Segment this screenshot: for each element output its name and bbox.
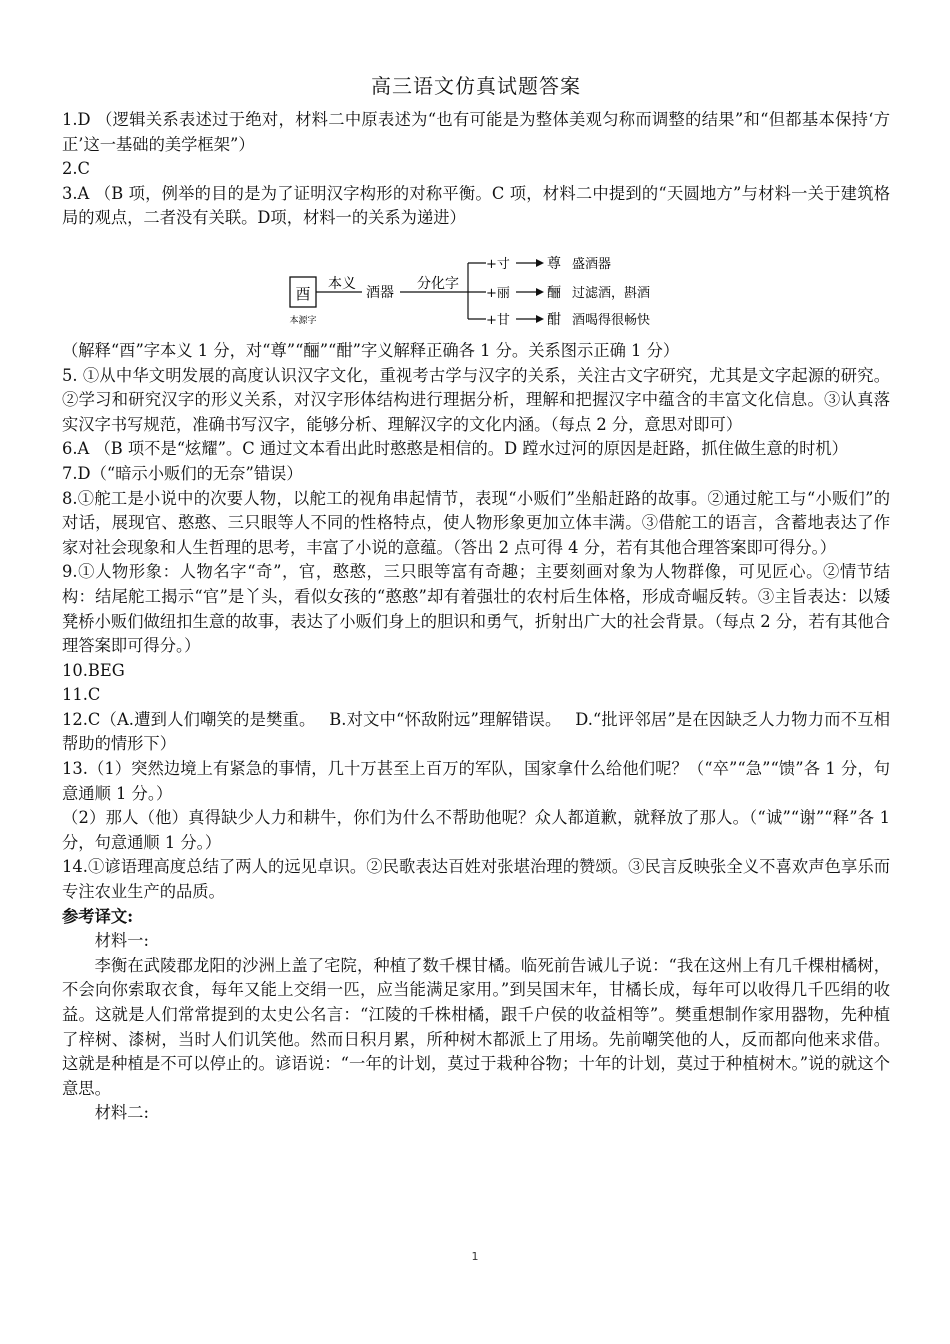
answer-9: 9.①人物形象：人物名字“奇”，官，憨憨，三只眼等富有奇趣；主要刻画对象为人物群像，可见匠心。②情节结构：结尾舵工揭示“官”是丫头，看似女孩的“憨憨”却有着强壮的农村后生体格，形成奇崛反转。③主旨表达：以矮凳桥小贩们做纽扣生意的故事，表达了小贩们身上的胆识和勇气，折射出广大的社会背景。（每点 2 分，若有其他合理答案即可得分。） xyxy=(62,562,890,656)
answer-1: 1.D （逻辑关系表述过于绝对，材料二中原表述为“也有可能是为整体美观匀称而调整的结果”和“但都基本保持‘方正’这一基础的美学框架”） xyxy=(62,110,890,154)
branch-meaning-1: 盛酒器 xyxy=(572,256,612,272)
branch-add-2: +丽 xyxy=(486,285,510,301)
answer-3: 3.A （B 项，例举的目的是为了证明汉字构形的对称平衡。C 项，材料二中提到的“天圆地方”与材料一关于建筑格局的观点，二者没有关联。D项，材料一的关系为递进） xyxy=(62,183,890,228)
answer-13-1: 13.（1）突然边境上有紧急的事情，几十万甚至上百万的军队，国家拿什么给他们呢？（“卒”“急”“馈”各 1 分，句意通顺 1 分。） xyxy=(62,759,890,803)
branch-result-2: 酾 xyxy=(547,284,561,301)
branch-result-3: 酣 xyxy=(547,311,561,328)
answer-2: 2.C xyxy=(62,159,90,179)
branch-label: 分化字 xyxy=(417,275,459,292)
branch-result-1: 尊 xyxy=(547,255,561,272)
branch-add-1: +寸 xyxy=(486,256,510,272)
answer-content xyxy=(62,108,890,1126)
answer-7: 7.D（“暗示小贩们的无奈”错误） xyxy=(62,463,303,483)
page-number: 1 xyxy=(471,1250,479,1263)
link-label: 本义 xyxy=(328,275,356,292)
arrow-head-3 xyxy=(536,315,544,323)
material-2-label: 材料二: xyxy=(94,1103,149,1123)
material-1-text: 李衡在武陵郡龙阳的沙洲上盖了宅院，种植了数千棵甘橘。临死前告诫儿子说：“我在这州上有几千棵柑橘树，不会向你索取衣食，每年又能上交绢一匹，应当能满足家用。”到吴国末年，甘橘长成，每年可以收得几千匹绢的收益。这就是人们常常提到的太史公名言：“江陵的千株柑橘，跟千户侯的收益相等”。樊重想制作家用器物，先种植了梓树、漆树，当时人们讥笑他。然而日积月累，所种树木都派上了用场。先前嘲笑他的人，反而都向他来求借。这就是种植是不可以停止的。谚语说：“一年的计划，莫过于栽种谷物；十年的计划，莫过于种植树木。”说的就这个意思。 xyxy=(62,955,890,1098)
root-char: 酉 xyxy=(295,284,311,303)
branch-meaning-2: 过滤酒，斟酒 xyxy=(572,285,651,301)
translation-heading: 参考译文: xyxy=(62,906,134,926)
answer-6: 6.A （B 项不是“炫耀”。C 通过文本看出此时憨憨是相信的。D 蹚水过河的原因是赶路，抓住做生意的时机） xyxy=(62,439,848,459)
branch-add-3: +甘 xyxy=(486,312,510,328)
material-1-label: 材料一: xyxy=(94,931,149,951)
diagram-svg xyxy=(62,231,890,339)
answer-5: 5. ①从中华文明发展的高度认识汉字文化，重视考古学与汉字的关系，关注古文字研究，尤其是文字起源的研究。②学习和研究汉字的形义关系，对汉字形体结构进行理据分析，理解和把握汉字中蕴含的丰富文化信息。③认真落实汉字书写规范，准确书写汉字，能够分析、理解汉字的文化内涵。（每点 2 分，意思对即可） xyxy=(62,365,890,434)
answer-14: 14.①谚语理高度总结了两人的远见卓识。②民歌表达百姓对张堪治理的赞颂。③民言反映张全义不喜欢声色享乐而专注农业生产的品质。 xyxy=(62,857,890,902)
branch-meaning-3: 酒喝得很畅快 xyxy=(572,312,651,328)
answer-13-2: （2）那人（他）真得缺少人力和耕牛，你们为什么不帮助他呢？众人都道歉，就释放了那人。（“诚”“谢”“释”各 1 分，句意通顺 1 分。） xyxy=(62,808,890,852)
arrow-head-2 xyxy=(536,288,544,296)
arrow-head-1 xyxy=(536,259,544,267)
character-relation-diagram xyxy=(62,231,890,339)
page-title: 高三语文仿真试题答案 xyxy=(371,74,581,98)
root-caption: 本源字 xyxy=(289,315,317,326)
answer-12: 12.C（A.遭到人们嘲笑的是樊重。 B.对文中“怀敌附远”理解错误。 D.“批评邻居”是在因缺乏人力物力而不互相帮助的情形下） xyxy=(62,709,890,754)
answer-10: 10.BEG xyxy=(62,660,125,680)
answer-11: 11.C xyxy=(62,685,101,705)
answer-4-scoring: （解释“酉”字本义 1 分，对“尊”“酾”“酣”字义解释正确各 1 分。关系图示正确 1 分） xyxy=(62,340,680,360)
answer-8: 8.①舵工是小说中的次要人物，以舵工的视角串起情节，表现“小贩们”坐船赶路的故事。②通过舵工与“小贩们”的对话，展现官、憨憨、三只眼等人不同的性格特点，使人物形象更加立体丰满。③借舵工的语言，含蓄地表达了作家对社会现象和人生哲理的思考，丰富了小说的意蕴。（答出 2 点可得 4 分，若有其他合理答案即可得分。） xyxy=(62,488,890,557)
meaning-label: 酒器 xyxy=(366,284,394,301)
